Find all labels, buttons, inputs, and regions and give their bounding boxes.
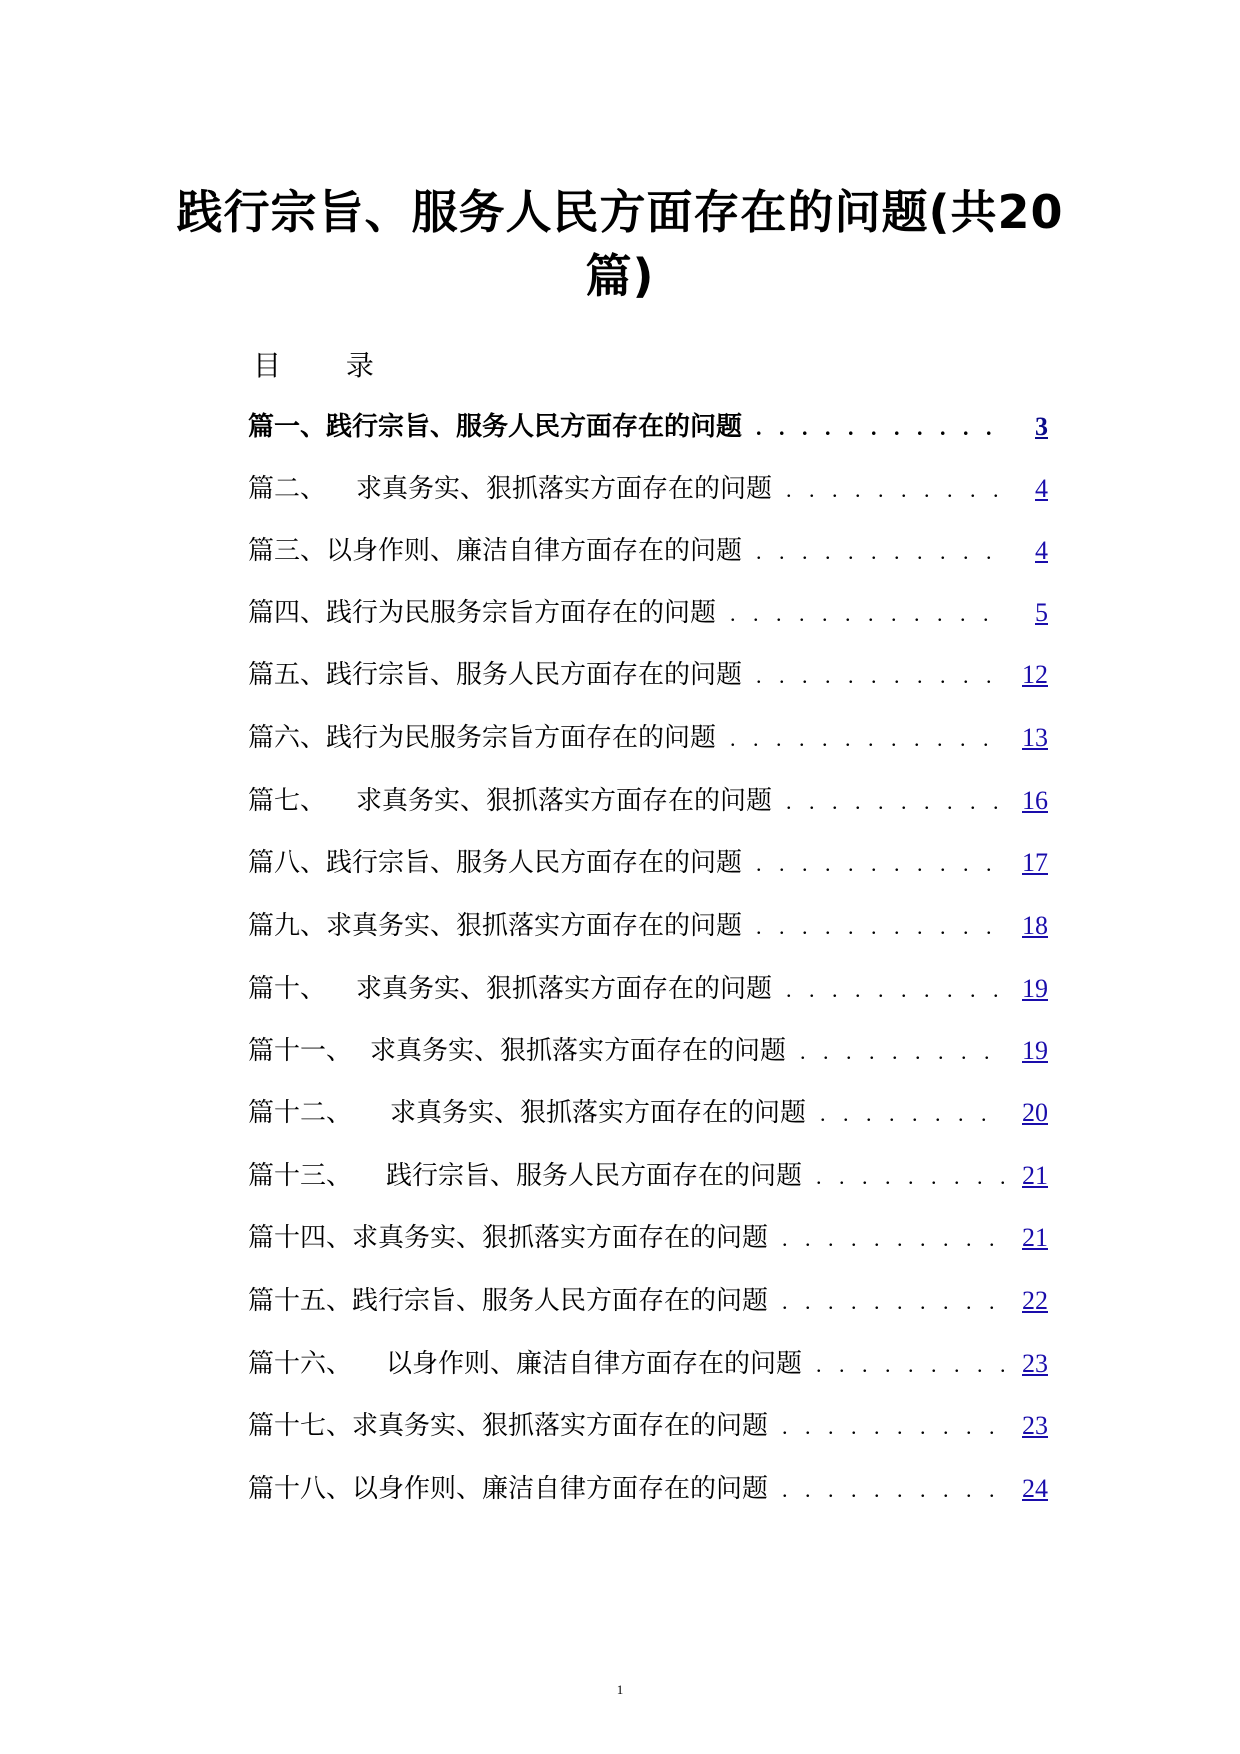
dot-leader: [816, 1352, 1004, 1378]
toc-entry[interactable]: [248, 1280, 1048, 1320]
toc-entry-title: 求真务实、狠抓落实方面存在的问题: [352, 1223, 769, 1253]
toc-entry-title: 践行宗旨、服务人民方面存在的问题: [326, 412, 743, 442]
toc-entry-title: 践行宗旨、服务人民方面存在的问题: [326, 848, 743, 878]
toc-page-link[interactable]: 5: [1035, 598, 1048, 627]
dot-leader: [786, 789, 1004, 815]
dot-leader: [756, 914, 1004, 940]
toc-entry-number: 篇十五、: [248, 1286, 353, 1316]
dot-leader: [786, 977, 1004, 1003]
toc-entry-number: 篇二、: [248, 474, 327, 504]
dot-leader: [782, 1414, 1004, 1440]
toc-entry-title: 以身作则、廉洁自律方面存在的问题: [352, 1474, 769, 1504]
toc-entry[interactable]: [248, 1155, 1048, 1195]
toc-entry-number: 篇三、: [248, 536, 327, 566]
toc-entry-number: 篇十、: [248, 974, 327, 1004]
dot-leader: [756, 539, 1004, 565]
toc-page-link[interactable]: 4: [1035, 474, 1048, 503]
toc-entry-number: 篇一、: [248, 412, 327, 442]
dot-leader: [756, 663, 1004, 689]
toc-entry[interactable]: [248, 968, 1048, 1008]
toc-entry-title: 以身作则、廉洁自律方面存在的问题: [386, 1349, 803, 1379]
toc-entry-title: 践行为民服务宗旨方面存在的问题: [326, 723, 717, 753]
toc-page-link[interactable]: 21: [1022, 1161, 1048, 1190]
dot-leader: [820, 1101, 1004, 1127]
toc-entry-number: 篇十七、: [248, 1411, 353, 1441]
dot-leader: [782, 1477, 1004, 1503]
page-number: 1: [616, 1682, 624, 1697]
dot-leader: [800, 1039, 1004, 1065]
dot-leader: [756, 415, 1004, 441]
toc-page-link[interactable]: 4: [1035, 536, 1048, 565]
toc-entry-number: 篇十六、: [248, 1349, 353, 1379]
toc-page-link[interactable]: 20: [1022, 1098, 1048, 1127]
toc-entry-title: 求真务实、狠抓落实方面存在的问题: [390, 1098, 807, 1128]
toc-entry-number: 篇四、: [248, 598, 327, 628]
toc-page-link[interactable]: 16: [1022, 786, 1048, 815]
toc-page-link[interactable]: 3: [1035, 412, 1048, 441]
toc-entry[interactable]: [248, 1343, 1048, 1383]
toc-page-link[interactable]: 24: [1022, 1474, 1048, 1503]
toc-entry-title: 求真务实、狠抓落实方面存在的问题: [326, 911, 743, 941]
toc-entry[interactable]: [248, 1092, 1048, 1132]
toc-entry-title: 求真务实、狠抓落实方面存在的问题: [356, 974, 773, 1004]
toc-entry[interactable]: [248, 717, 1048, 757]
toc-page-link[interactable]: 21: [1022, 1223, 1048, 1252]
toc-page-link[interactable]: 23: [1022, 1411, 1048, 1440]
toc-entry-number: 篇五、: [248, 660, 327, 690]
toc-entry-title: 以身作则、廉洁自律方面存在的问题: [326, 536, 743, 566]
toc-entry[interactable]: [248, 530, 1048, 570]
toc-heading: 目 录: [253, 349, 402, 382]
dot-leader: [782, 1289, 1004, 1315]
toc-page-link[interactable]: 18: [1022, 911, 1048, 940]
toc-entry[interactable]: [248, 1405, 1048, 1445]
dot-leader: [730, 601, 1004, 627]
toc-entry-number: 篇十三、: [248, 1161, 353, 1191]
toc-page-link[interactable]: 19: [1022, 1036, 1048, 1065]
toc-entry-number: 篇十二、: [248, 1098, 353, 1128]
toc-entry[interactable]: [248, 1217, 1048, 1257]
toc-page-link[interactable]: 12: [1022, 660, 1048, 689]
dot-leader: [730, 726, 1004, 752]
dot-leader: [756, 851, 1004, 877]
toc-entry[interactable]: [248, 905, 1048, 945]
document-title: 践行宗旨、服务人民方面存在的问题(共20篇): [176, 185, 1064, 303]
toc-entry[interactable]: [248, 592, 1048, 632]
toc-entry[interactable]: [248, 1030, 1048, 1070]
toc-entry[interactable]: [248, 1468, 1048, 1508]
toc-page-link[interactable]: 22: [1022, 1286, 1048, 1315]
toc-entry-title: 践行为民服务宗旨方面存在的问题: [326, 598, 717, 628]
toc-page-link[interactable]: 19: [1022, 974, 1048, 1003]
dot-leader: [816, 1164, 1004, 1190]
toc-entry[interactable]: [248, 468, 1048, 508]
toc-entry[interactable]: [248, 406, 1048, 446]
toc-entry-number: 篇八、: [248, 848, 327, 878]
toc-entry[interactable]: [248, 780, 1048, 820]
toc-entry[interactable]: [248, 842, 1048, 882]
toc-entry-title: 求真务实、狠抓落实方面存在的问题: [370, 1036, 787, 1066]
toc-entry-title: 践行宗旨、服务人民方面存在的问题: [326, 660, 743, 690]
toc-entry-title: 践行宗旨、服务人民方面存在的问题: [386, 1161, 803, 1191]
toc-entry-number: 篇十一、: [248, 1036, 353, 1066]
toc-page-link[interactable]: 17: [1022, 848, 1048, 877]
toc-page-link[interactable]: 13: [1022, 723, 1048, 752]
toc-entry-number: 篇六、: [248, 723, 327, 753]
toc-entry-number: 篇七、: [248, 786, 327, 816]
toc-entry-number: 篇十四、: [248, 1223, 353, 1253]
toc-entry[interactable]: [248, 654, 1048, 694]
toc-page-link[interactable]: 23: [1022, 1349, 1048, 1378]
dot-leader: [782, 1226, 1004, 1252]
toc-entry-title: 践行宗旨、服务人民方面存在的问题: [352, 1286, 769, 1316]
toc-entry-title: 求真务实、狠抓落实方面存在的问题: [352, 1411, 769, 1441]
toc-entry-title: 求真务实、狠抓落实方面存在的问题: [356, 474, 773, 504]
toc-entry-title: 求真务实、狠抓落实方面存在的问题: [356, 786, 773, 816]
toc-entry-number: 篇十八、: [248, 1474, 353, 1504]
toc-entry-number: 篇九、: [248, 911, 327, 941]
dot-leader: [786, 477, 1004, 503]
